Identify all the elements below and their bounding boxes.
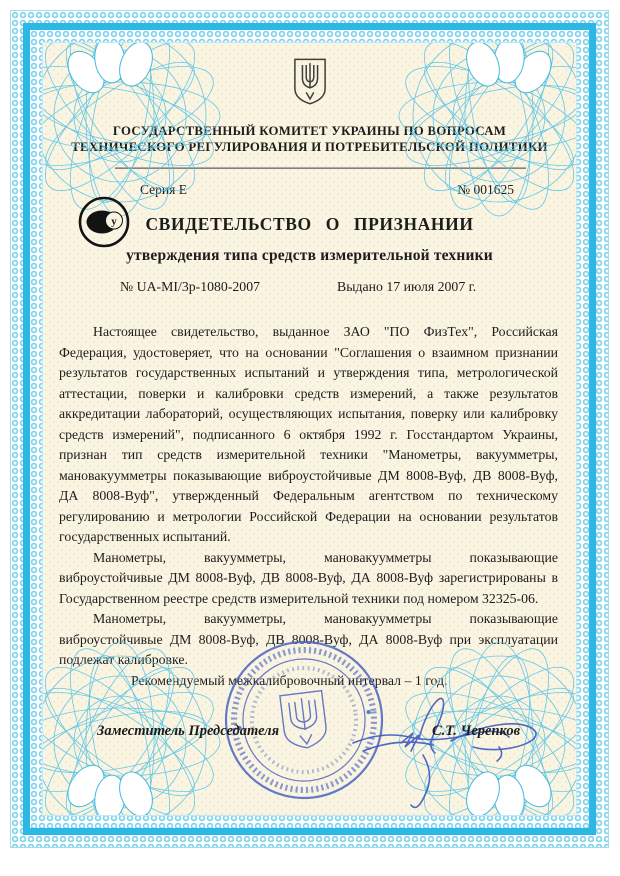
solid-cyan-border bbox=[23, 23, 596, 835]
body-paragraph: Настоящее свидетельство, выданное ЗАО "ПО ФизТех", Российская Федерация, удостоверяет, что на основании "Соглашения о взаимном признании результатов государственных испытаний и утверждения типа, метрологической аттестации, поверки и калибровки средств измерений, а также результатов аккредитации лабораторий, осуществляющих испытания, поверку или калибровку средств измерений", подписанного 6 октября 1992 г. Госстандартом Украины, признан тип средств измерительной техники "Манометры, вакуумметры, мановакуумметры показывающие виброустойчивые ДМ 8008-Вуф, ДВ 8008-Вуф, ДА 8008-Вуф", утвержденный Федеральным агентством по техническому регулированию и метрологии Российской Федерации на основании результатов государственных испытаний. bbox=[59, 324, 558, 544]
certification-mark-icon bbox=[76, 194, 132, 250]
certificate-page bbox=[42, 42, 577, 816]
body-paragraph: Манометры, вакуумметры, мановакуумметры показывающие виброустойчивые ДМ 8008-Вуф, ДВ 8008-Вуф, ДА 8008-Вуф при эксплуатации подлежат калибровке. bbox=[59, 611, 558, 667]
ukraine-trident-emblem-icon bbox=[293, 57, 327, 107]
authority-line-2: ТЕХНИЧЕСКОГО РЕГУЛИРОВАНИЯ И ПОТРЕБИТЕЛЬСКОЙ ПОЛИТИКИ bbox=[71, 140, 548, 154]
document-number: № UA-MI/3p-1080-2007 bbox=[120, 279, 261, 294]
certificate-frame bbox=[10, 10, 609, 848]
issue-date: Выдано 17 июля 2007 г. bbox=[337, 279, 477, 294]
inner-guilloche-band bbox=[30, 30, 589, 828]
signatory-name: С.Т. Черепков bbox=[432, 723, 521, 739]
blank-number: № 001625 bbox=[457, 182, 514, 197]
document-subtitle: утверждения типа средств измерительной техники bbox=[126, 247, 493, 264]
series-label: Серия Е bbox=[140, 182, 187, 197]
header-divider bbox=[115, 167, 526, 169]
body-paragraph: Рекомендуемый межкалибровочный интервал – 1 год. bbox=[131, 672, 448, 688]
issuing-authority bbox=[43, 123, 576, 155]
body-paragraph: Манометры, вакуумметры, мановакуумметры показывающие виброустойчивые ДМ 8008-Вуф, ДВ 8008-Вуф, ДА 8008-Вуф зарегистрированы в Государственном реестре средств измерительной техники под номером 32325-06. bbox=[59, 549, 558, 606]
document-title: СВИДЕТЕЛЬСТВО О ПРИЗНАНИИ bbox=[145, 214, 474, 234]
mark-letter: у bbox=[111, 215, 117, 228]
authority-line-1: ГОСУДАРСТВЕННЫЙ КОМИТЕТ УКРАИНЫ ПО ВОПРОСАМ bbox=[112, 124, 507, 138]
outer-guilloche-band bbox=[10, 10, 609, 848]
signatory-title: Заместитель Председателя bbox=[97, 723, 280, 739]
